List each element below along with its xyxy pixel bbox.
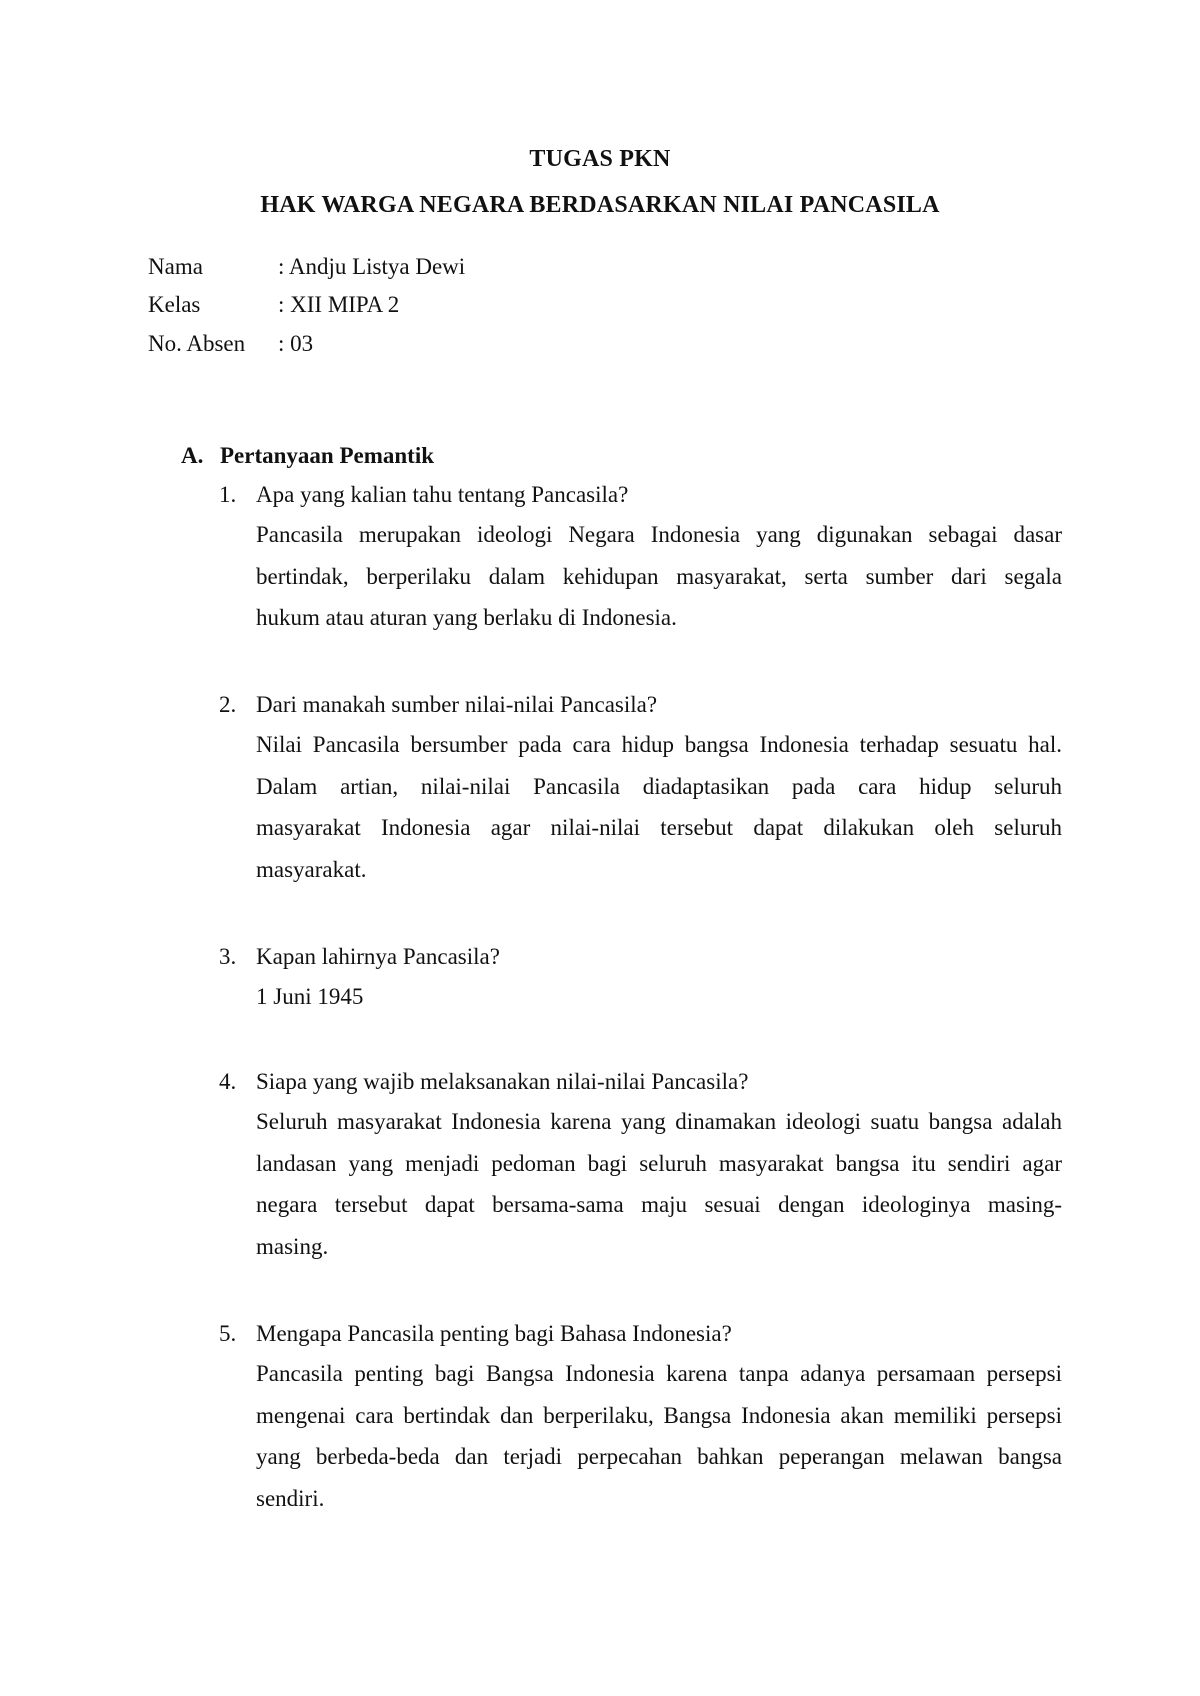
answer-line: bertindak, berperilaku dalam kehidupan masyarakat, serta sumber dari segala xyxy=(256,563,1062,589)
question-text: Mengapa Pancasila penting bagi Bahasa Indonesia? xyxy=(256,1321,732,1346)
question-number: 3. xyxy=(219,944,237,969)
student-class-value: : XII MIPA 2 xyxy=(278,292,400,317)
question-number: 2. xyxy=(219,692,237,717)
answer-line: masyarakat Indonesia agar nilai-nilai tersebut dapat dilakukan oleh seluruh xyxy=(256,815,1062,840)
question-number: 4. xyxy=(219,1069,237,1094)
answer-line: landasan yang menjadi pedoman bagi seluruh masyarakat bangsa itu sendiri agar xyxy=(256,1150,1062,1176)
question-number: 5. xyxy=(219,1321,237,1346)
question-text: Apa yang kalian tahu tentang Pancasila? xyxy=(256,482,629,507)
question-text: Kapan lahirnya Pancasila? xyxy=(256,944,500,969)
student-name-value: : Andju Listya Dewi xyxy=(278,254,466,279)
answer-1 xyxy=(256,514,1062,639)
answer-line: negara tersebut dapat bersama-sama maju sesuai dengan ideologinya masing- xyxy=(256,1192,1062,1217)
section-title: Pertanyaan Pemantik xyxy=(220,443,435,468)
answer-line: 1 Juni 1945 xyxy=(256,984,364,1009)
answer-line: Nilai Pancasila bersumber pada cara hidup bangsa Indonesia terhadap sesuatu hal. xyxy=(256,732,1062,757)
answer-line: Pancasila penting bagi Bangsa Indonesia karena tanpa adanya persamaan persepsi xyxy=(256,1361,1062,1386)
answer-line: masyarakat. xyxy=(256,856,367,882)
answer-line: Dalam artian, nilai-nilai Pancasila diadaptasikan pada cara hidup seluruh xyxy=(256,773,1062,799)
student-absen-value: : 03 xyxy=(278,331,314,356)
question-text: Siapa yang wajib melaksanakan nilai-nilai Pancasila? xyxy=(256,1069,749,1094)
answer-line: hukum atau aturan yang berlaku di Indonesia. xyxy=(256,605,677,630)
answer-3 xyxy=(256,976,1062,1018)
student-name-label: Nama xyxy=(148,254,203,279)
answer-5 xyxy=(256,1353,1062,1519)
answer-line: masing. xyxy=(256,1233,329,1259)
answer-4 xyxy=(256,1101,1062,1267)
answer-line: sendiri. xyxy=(256,1485,325,1511)
answer-line: Pancasila merupakan ideologi Negara Indonesia yang digunakan sebagai dasar xyxy=(256,522,1062,547)
question-text: Dari manakah sumber nilai-nilai Pancasila? xyxy=(256,692,658,717)
student-class-label: Kelas xyxy=(148,292,201,317)
answer-line: yang berbeda-beda dan terjadi perpecahan bahkan peperangan melawan bangsa xyxy=(256,1444,1062,1469)
document-subtitle: HAK WARGA NEGARA BERDASARKAN NILAI PANCASILA xyxy=(260,192,940,218)
answer-2 xyxy=(256,724,1062,890)
question-number: 1. xyxy=(219,482,237,507)
section-letter: A. xyxy=(181,443,204,468)
student-absen-label: No. Absen xyxy=(148,331,246,356)
answer-line: mengenai cara bertindak dan berperilaku, Bangsa Indonesia akan memiliki persepsi xyxy=(256,1402,1062,1428)
answer-line: Seluruh masyarakat Indonesia karena yang dinamakan ideologi suatu bangsa adalah xyxy=(256,1109,1062,1134)
document-title: TUGAS PKN xyxy=(529,146,671,172)
